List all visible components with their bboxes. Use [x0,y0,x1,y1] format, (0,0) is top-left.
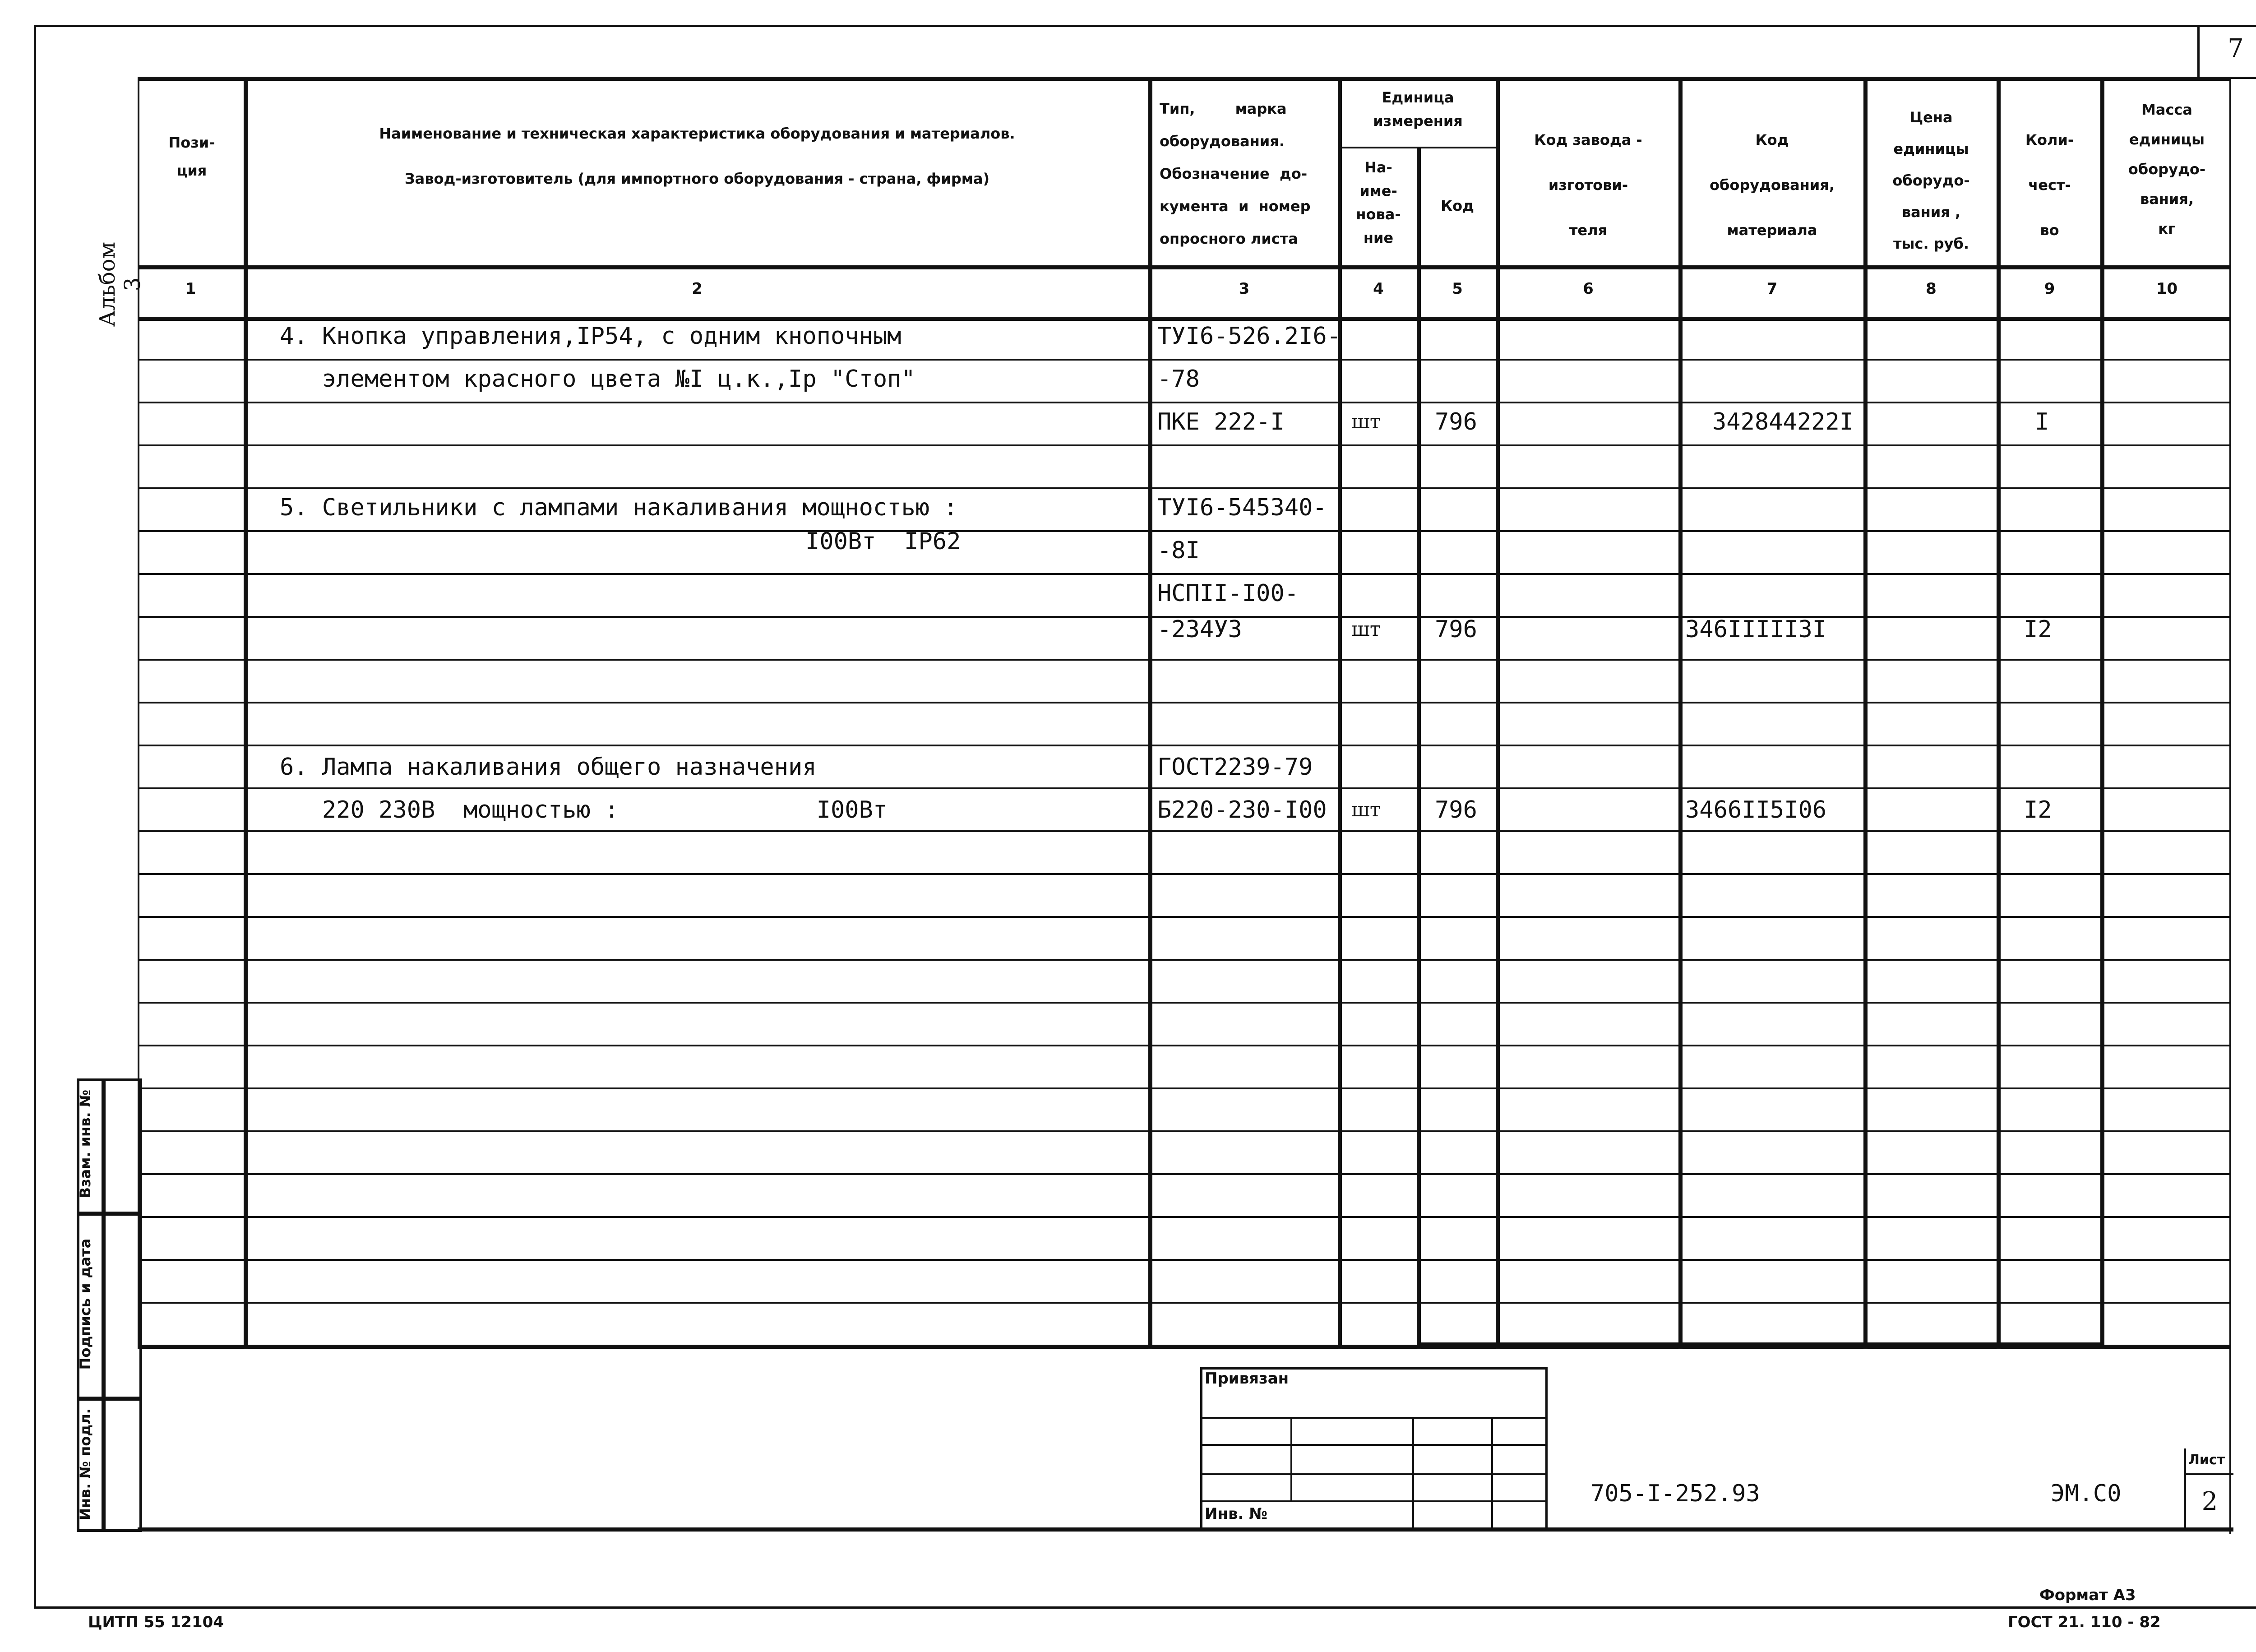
header-quantity: Коли- чест- во [2025,131,2074,239]
table-cell-equipment-code: 342844222I [1712,408,1854,435]
table-cell-equipment-code: 3466II5I06 [1685,796,1827,824]
header-name-line1: Наименование и техническая характеристика оборудования и материалов. [379,125,1015,142]
table-cell-type: ПКЕ 222-I [1157,408,1285,435]
column-number: 2 [692,280,703,298]
table-cell-name: 6. Лампа накаливания общего назначения [280,754,817,781]
specification-table [138,77,2231,1349]
table-cell-quantity: I2 [2024,796,2052,824]
column-number: 7 [1766,280,1778,298]
side-stamp-podpis: Подпись и дата [77,1238,94,1370]
header-unit-code: Код [1441,197,1474,214]
table-cell-type: ТУI6-526.2I6- [1157,323,1341,350]
header-factory-code: Код завода - изготови- теля [1534,131,1642,239]
table-cell-name: 4. Кнопка управления,IP54, с одним кнопочным [280,323,901,350]
side-stamp-inv: Инв. № подл. [77,1408,94,1520]
table-cell-quantity: I [2035,408,2049,435]
table-cell-type: -78 [1157,366,1200,393]
footer-format: Формат А3 [2039,1586,2136,1604]
sheet-label: Лист [2188,1452,2225,1468]
column-number: 6 [1583,280,1594,298]
table-cell-unit-code: 796 [1435,616,1477,643]
header-type: Тип, марка оборудования. Обозначение до- кумента и номер опросного листа [1160,100,1311,247]
table-cell-type: ТУI6-545340- [1157,494,1327,521]
table-cell-unit: шт [1351,618,1381,641]
footer-gost: ГОСТ 21. 110 - 82 [2008,1613,2161,1631]
table-cell-name: элементом красного цвета №I ц.к.,Iр "Стоп" [280,366,915,393]
table-cell-type: -234У3 [1157,616,1242,643]
table-cell-name: 220 230В мощностью : I00Вт [280,796,888,824]
table-cell-equipment-code: 346IIIII3I [1685,616,1827,643]
sheet-number: 2 [2201,1487,2218,1516]
album-label: Альбом 3 [95,241,145,327]
table-cell-type: Б220-230-I00 [1157,796,1327,824]
header-position: Пози- ция [168,134,215,179]
table-cell-name: 5. Светильники с лампами накаливания мощностью : [280,494,958,521]
table-cell-unit-code: 796 [1435,796,1477,824]
table-cell-unit: шт [1351,798,1381,821]
privyazan-label: Привязан [1205,1370,1289,1388]
header-name-line2: Завод-изготовитель (для импортного оборудования - страна, фирма) [404,170,990,187]
header-mass: Масса единицы оборудо- вания, кг [2128,101,2206,237]
table-cell-type: -8I [1157,537,1200,564]
column-number: 10 [2156,280,2178,298]
table-cell-unit-code: 796 [1435,408,1477,435]
column-number: 8 [1926,280,1937,298]
header-equipment-code: Код оборудования, материала [1710,131,1835,239]
footer-left: ЦИТП 55 12104 [88,1613,224,1631]
document-code: ЭМ.С0 [2051,1480,2122,1507]
column-number: 4 [1373,280,1384,298]
inv-no-label: Инв. № [1205,1505,1268,1523]
table-cell-name: I00Вт IP62 [805,528,961,555]
column-number: 1 [185,280,196,298]
column-number: 3 [1239,280,1250,298]
page-number: 7 [2228,34,2244,63]
table-cell-unit: шт [1351,410,1381,433]
table-cell-type: НСПII-I00- [1157,580,1299,607]
header-unit-group: Единица измерения [1373,89,1463,130]
header-unit-name: На- име- нова- ние [1356,159,1401,246]
table-cell-type: ГОСТ2239-79 [1157,754,1313,781]
header-price: Цена единицы оборудо- вания , тыс. руб. [1892,109,1970,252]
column-number: 5 [1452,280,1463,298]
document-designation: 705-I-252.93 [1590,1480,1760,1507]
table-cell-quantity: I2 [2024,616,2052,643]
side-stamp-vzam: Взам. инв. № [77,1089,94,1199]
column-number: 9 [2044,280,2055,298]
